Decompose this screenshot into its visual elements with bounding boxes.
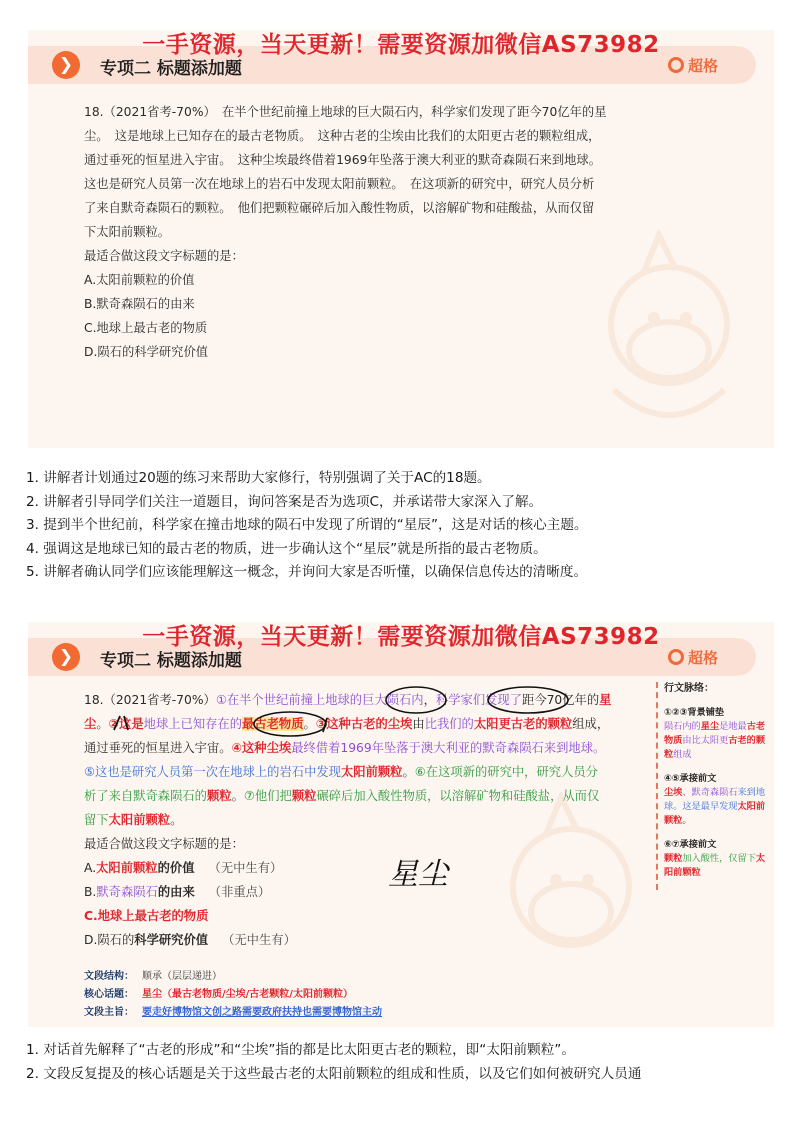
option-c[interactable]: C.地球上最古老的物质: [84, 321, 208, 335]
text-span: 早发现: [709, 801, 738, 812]
option-label: D.陨石的: [84, 933, 135, 947]
text-span: 星尘: [700, 721, 720, 732]
keyword-grains: 颗粒: [291, 789, 317, 803]
option-c[interactable]: [84, 904, 649, 928]
punct: ，: [423, 693, 436, 707]
question-line: 尘。 这是地球上已知存在的最古老物质。 这种古老的尘埃由比我们的太阳更古老的颗粒组成，: [84, 129, 601, 143]
text-span: 由比太阳更: [682, 735, 729, 746]
list-item: 2. 文段反复提及的核心话题是关于这些最古老的太阳前颗粒的组成和性质，以及它们如何被研究人员通: [26, 1065, 642, 1082]
list-item: 2. 讲解者引导同学们关注一道题目，询问答案是否为选项C，并承诺带大家深入了解。: [26, 493, 543, 510]
option-label: B.: [84, 885, 97, 899]
notes-section-2: [664, 772, 774, 828]
option-b[interactable]: [84, 880, 649, 904]
sentence-1: ①在半个世纪前撞上地球的: [215, 693, 363, 707]
option-a[interactable]: A.太阳前颗粒的价值: [84, 273, 195, 287]
summary-block: [84, 968, 382, 1022]
keyword-oldest-matter: 最古老物质: [242, 717, 304, 731]
question-line: 18.（2021省考-70%） 在半个世纪前撞上地球的巨大陨石内，科学家们发现了距今70亿年的星: [84, 105, 607, 119]
section-title: 专项二 标题添加题: [100, 651, 242, 671]
notes-heading: ①②③背景铺垫: [664, 707, 725, 718]
text-span: 距今70亿年的: [522, 693, 600, 707]
brand-g-icon: [668, 57, 684, 73]
question-prompt: 最适合做这段文字标题的是：: [84, 837, 244, 851]
slide-1: [28, 30, 774, 448]
list-item: 3. 提到半个世纪前，科学家在撞击地球的陨石中发现了所谓的“星辰”，这是对话的核心主题。: [26, 517, 588, 533]
annotated-question-block: [84, 688, 649, 952]
list-item: 5. 讲解者确认同学们应该能理解这一概念，并询问大家是否听懂，以确保信息传达的清晰度。: [26, 564, 588, 580]
question-number: 18.（2021省考-70%）: [84, 693, 216, 707]
text-span: 碾碎后加入酸性物质，以溶解矿物和硅酸盐，从而仅: [316, 789, 600, 803]
brand-name: 超格: [688, 57, 719, 75]
notes-list-1: [26, 467, 588, 585]
option-label: C.地球上: [84, 909, 135, 923]
summary-main-idea: [84, 1004, 382, 1022]
question-line: [84, 712, 649, 736]
sentence-7: ⑦他们把: [243, 789, 292, 803]
chevron-right-icon: ❯: [52, 643, 80, 671]
text-span: 太阳前颗粒: [664, 853, 766, 878]
summary-label: 文段主旨：: [84, 1007, 134, 1018]
text-span: 地球上已知存在的: [143, 717, 243, 731]
text-span: 古老的: [728, 735, 756, 746]
text-span: 组成，: [572, 717, 610, 731]
option-d[interactable]: [84, 928, 649, 952]
circled-phrase: 科学家们发现了: [435, 693, 523, 707]
section-title: 专项二 标题添加题: [100, 59, 242, 79]
chevron-right-icon: ❯: [52, 51, 80, 79]
list-item: 1. 对话首先解释了“古老的形成”和“尘埃”指的都是比太阳更古老的颗粒，即“太阳前颗粒”。: [26, 1042, 575, 1058]
question-prompt: 最适合做这段文字标题的是：: [84, 249, 244, 263]
notes-section-3: [664, 838, 774, 880]
keyword-stardust: 尘: [84, 717, 97, 731]
summary-label: 文段结构：: [84, 971, 134, 982]
punct: 。: [303, 717, 316, 731]
notes-text: [664, 852, 774, 880]
punct: 。: [96, 717, 109, 731]
option-key: 默奇森陨石: [96, 885, 158, 899]
slide-2: [28, 622, 774, 1027]
brand-g-icon: [668, 649, 684, 665]
text-span: 太阳前颗粒: [664, 801, 766, 826]
summary-label: 核心话题：: [84, 989, 134, 1000]
notes-heading: ⑥⑦承接前文: [664, 839, 717, 850]
text-span: 来到地球: [664, 787, 766, 812]
notes-text: [664, 786, 774, 828]
keyword-presolar-grains: 太阳前颗粒: [340, 765, 403, 779]
structure-notes: [656, 682, 774, 890]
option-d[interactable]: D.陨石的科学研究价值: [84, 345, 209, 359]
option-comment: （无中生有）: [208, 861, 283, 875]
notes-text: [664, 720, 774, 762]
punct: 。: [402, 765, 415, 779]
option-comment: （无中生有）: [222, 933, 296, 947]
notes-heading: ④⑤承接前文: [664, 773, 717, 784]
text-span: 析了来自默奇森陨石的: [84, 789, 207, 803]
circled-phrase: 巨大陨石内: [362, 693, 424, 707]
keyword-grains: 颗粒: [206, 789, 232, 803]
text-span: 颗粒: [664, 853, 683, 864]
question-line: [84, 760, 649, 784]
option-rest: 的由来: [157, 885, 195, 899]
question-line: 这也是研究人员第一次在地球上的岩石中发现太阳前颗粒。 在这项新的研究中，研究人员分析: [84, 177, 595, 191]
summary-value: 顺承（层层递进）: [142, 971, 222, 982]
text-span: 颗粒: [664, 735, 766, 760]
question-line: [84, 784, 649, 808]
question-line: [84, 688, 649, 712]
text-span: 加入酸性，仅: [682, 853, 738, 864]
question-line: [84, 808, 649, 832]
summary-structure: [84, 968, 382, 986]
question-line: 通过垂死的恒星进入宇宙。 这种尘埃最终借着1969年坠落于澳大利亚的默奇森陨石来到地球。: [84, 153, 602, 167]
punct: 。: [170, 813, 183, 827]
option-key: 最古老的物质: [134, 909, 209, 923]
option-rest: 的价值: [157, 861, 195, 875]
text-span: 留下: [84, 813, 109, 827]
text-span: 最终借着1969年坠落于澳大利亚的默奇森陨石来到地球。: [291, 741, 606, 755]
text-span: 。这是最: [673, 801, 710, 812]
sentence-2: ②这是: [108, 717, 144, 731]
question-line: [84, 736, 649, 760]
option-comment: （非重点）: [208, 885, 271, 899]
list-item: 1. 讲解者计划通过20题的练习来帮助大家修行，特别强调了关于AC的18题。: [26, 470, 491, 486]
promo-banner: 一手资源，当天更新！需要资源加微信AS73982: [142, 624, 660, 650]
keyword-presolar-grains: 太阳前颗粒: [108, 813, 171, 827]
notes-title: 行文脉络：: [664, 683, 714, 694]
summary-topic: [84, 986, 382, 1004]
text-span: 通过垂死的恒星进入宇宙。: [84, 741, 232, 755]
option-key: 科学研究价值: [134, 933, 209, 947]
text-span: 。: [682, 815, 692, 826]
text-span: 留下: [737, 853, 756, 864]
text-span: 是地最: [719, 721, 747, 732]
sentence-4: ④这种尘埃: [231, 741, 292, 755]
text-span: 古老物质: [664, 721, 766, 746]
option-a[interactable]: [84, 856, 649, 880]
question-block: [84, 100, 669, 364]
text-span: 组成: [673, 749, 692, 760]
question-line: 了来自默奇森陨石的颗粒。 他们把颗粒碾碎后加入酸性物质，以溶解矿物和硅酸盐，从而仅留: [84, 201, 595, 215]
sentence-5: ⑤这也是研究人员第一次在地球上的岩石中发现: [84, 765, 341, 779]
text-span: 、默奇森陨石: [682, 787, 738, 798]
option-b[interactable]: B.默奇森陨石的由来: [84, 297, 195, 311]
handwritten-note: 星尘: [388, 857, 448, 892]
list-item: 4. 强调这是地球已知的最古老的物质，进一步确认这个“星辰”就是所指的最古老物质。: [26, 540, 547, 557]
option-key: 太阳前颗粒: [96, 861, 158, 875]
option-label: A.: [84, 861, 97, 875]
question-line: 下太阳前颗粒。: [84, 225, 171, 239]
promo-banner: 一手资源，当天更新！需要资源加微信AS73982: [142, 32, 660, 58]
summary-value: 星尘（最古老物质/尘埃/古老颗粒/太阳前颗粒）: [142, 989, 353, 1000]
text-span: 由: [412, 717, 425, 731]
notes-list-2: [26, 1039, 641, 1086]
keyword-stardust: 星: [599, 693, 612, 707]
sentence-6: ⑥在这项新的研究中，研究人员分: [414, 765, 598, 779]
summary-link[interactable]: 要走好博物馆文创之路需要政府扶持也需要博物馆主动: [142, 1007, 382, 1018]
text-span: 尘埃: [664, 787, 683, 798]
keyword-older-particles: 太阳更古老的颗粒: [473, 717, 573, 731]
sentence-3: ③这种古老的尘埃: [315, 717, 413, 731]
text-span: 陨石内的: [664, 721, 701, 732]
text-span: 比我们的: [424, 717, 474, 731]
notes-section-1: [664, 706, 774, 762]
punct: 。: [231, 789, 244, 803]
brand-name: 超格: [688, 649, 719, 667]
